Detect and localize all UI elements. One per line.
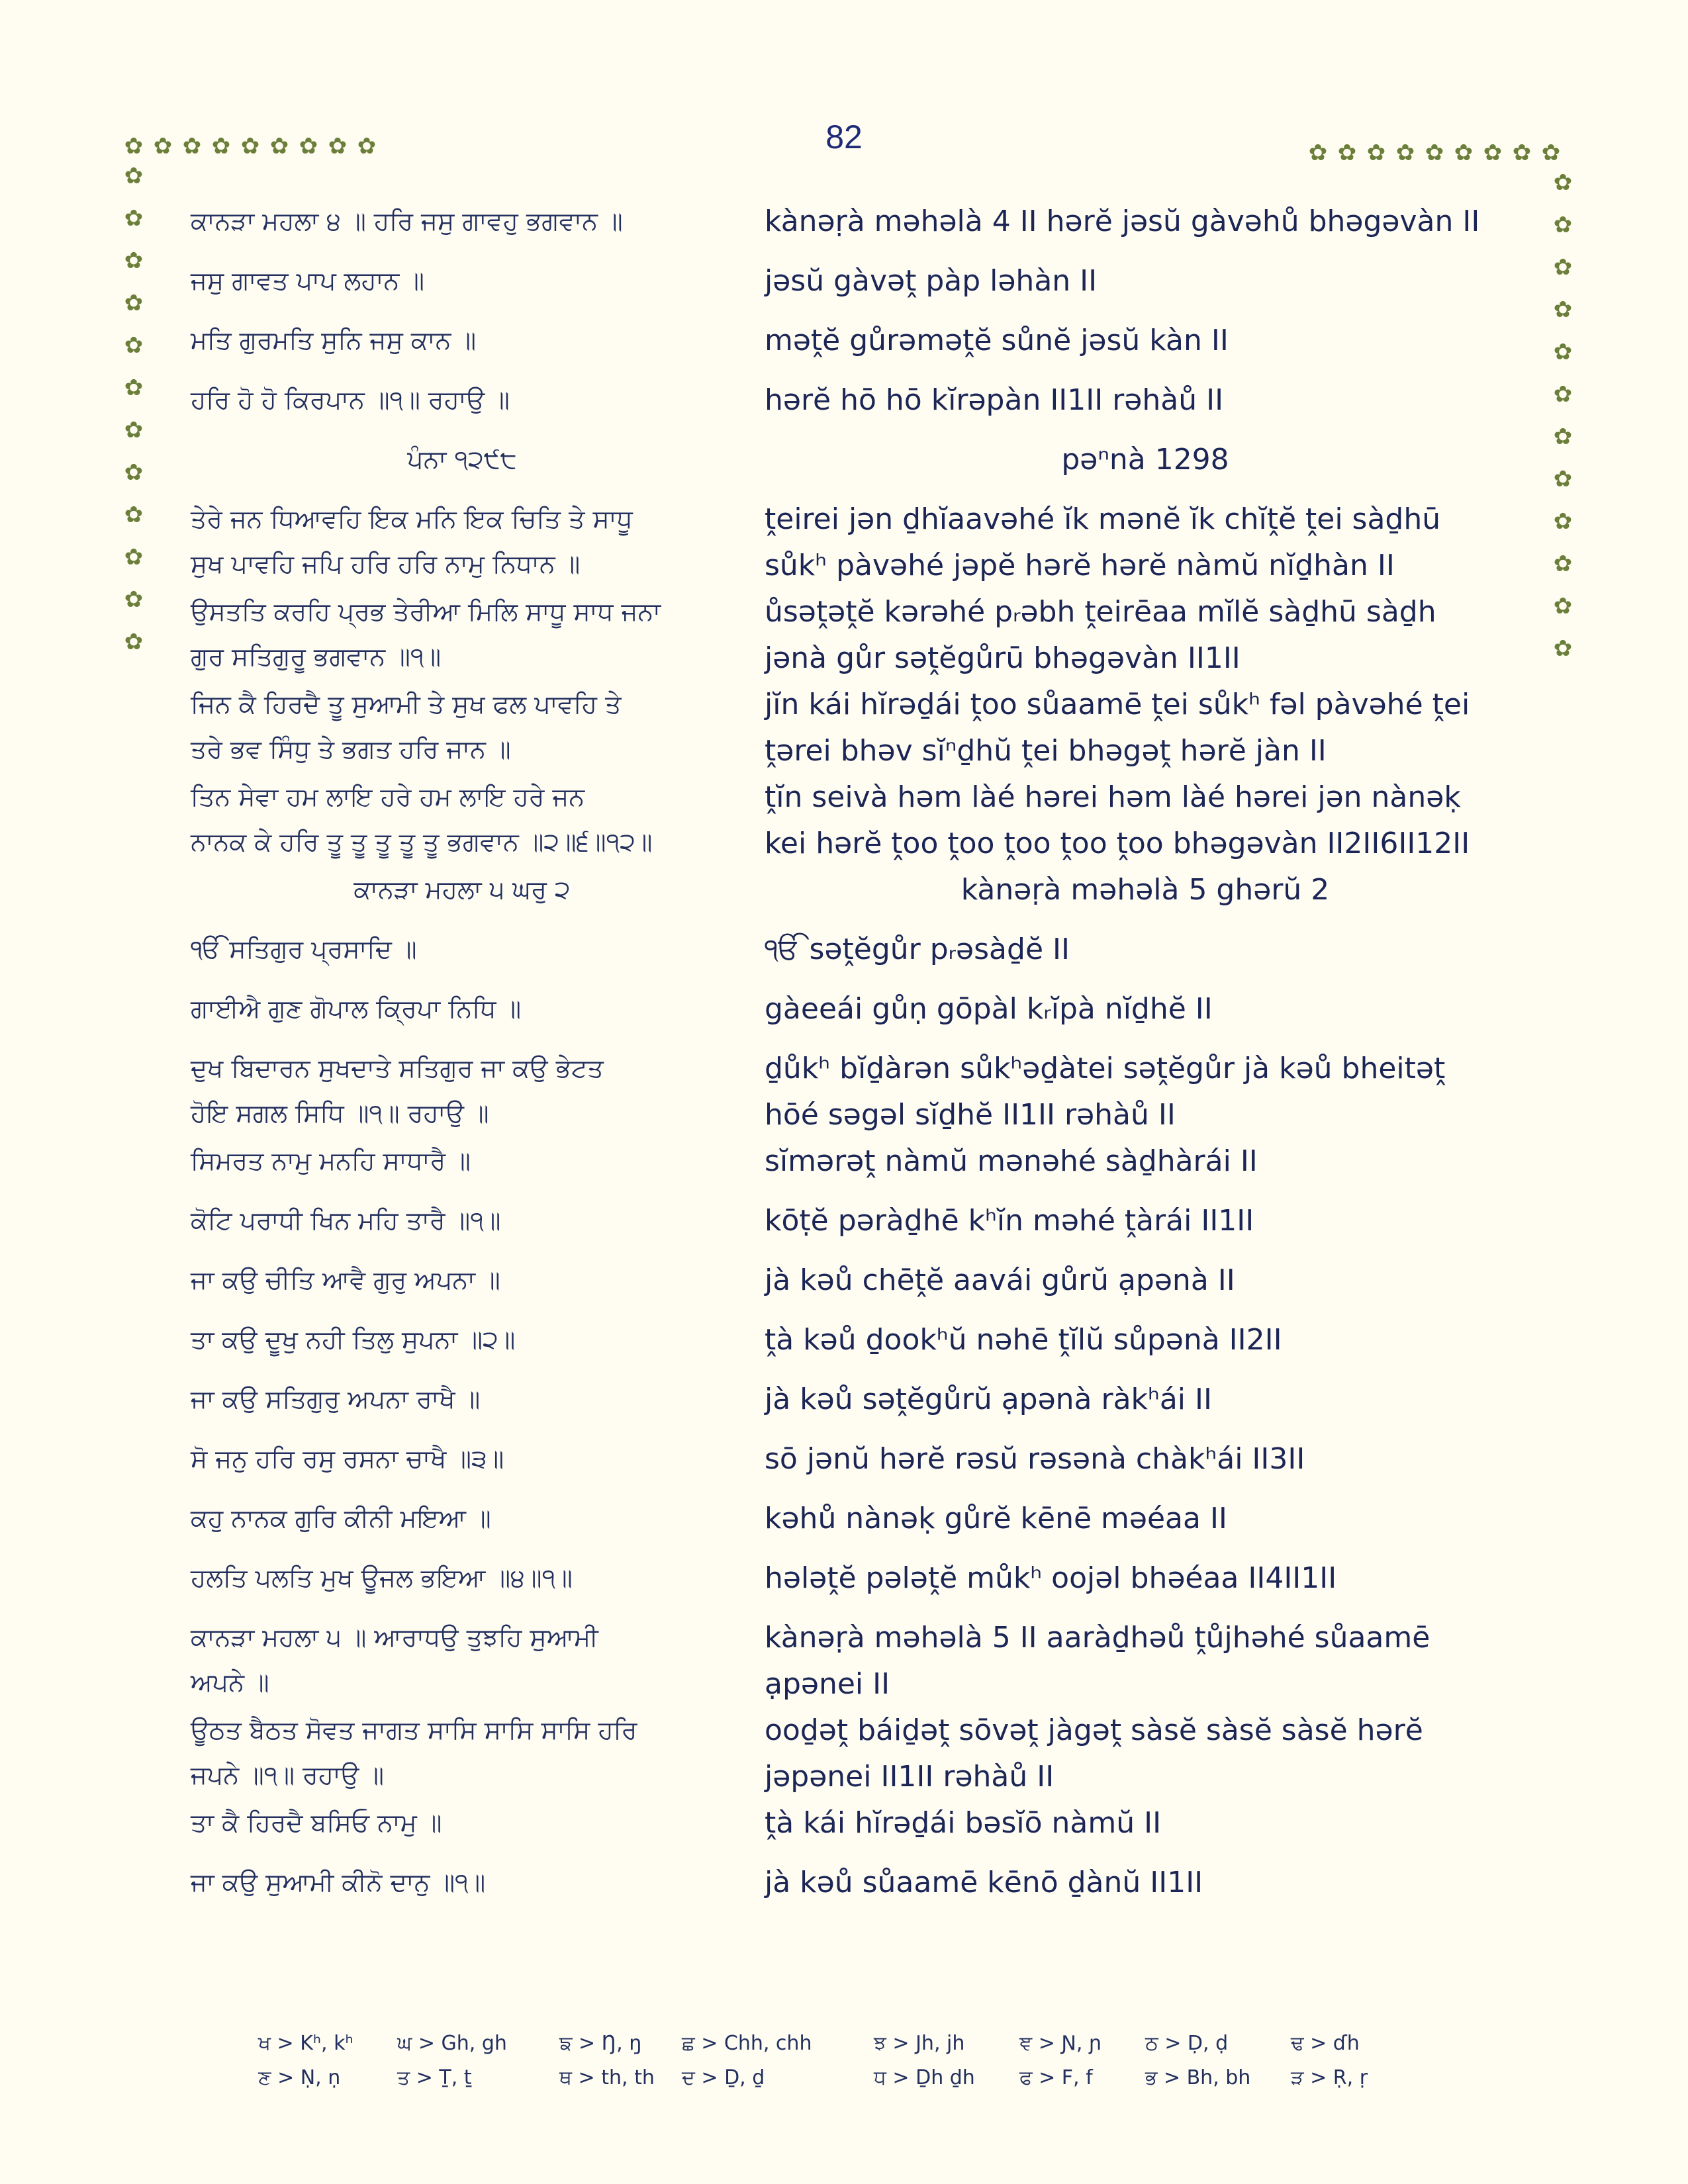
verse-row	[0, 254, 1688, 323]
flower-ornament-icon: ✿	[1553, 381, 1573, 408]
gurmukhi-verse	[191, 1496, 733, 1541]
verse-row	[0, 867, 1688, 927]
gurmukhi-line: ਤਿਨ ਸੇਵਾ ਹਮ ਲਾਇ ਹਰੇ ਹਮ ਲਾਇ ਹਰੇ ਜਨ	[191, 782, 585, 811]
flower-ornament-icon: ✿	[1395, 140, 1415, 166]
transliteration-line: jà kəů səṱĕgůrŭ ạpənà ràkʰái II	[765, 1383, 1212, 1416]
transliteration-verse	[765, 1800, 1526, 1846]
gurmukhi-line: ਅਪਨੇ ॥	[191, 1668, 269, 1697]
transliteration-line: hələṱĕ pələṱĕ můkʰ oojəl bhəéaa II4II1II	[765, 1561, 1337, 1595]
flower-ornament-icon: ✿	[1553, 339, 1573, 365]
gurmukhi-verse	[191, 258, 733, 303]
verse-row	[0, 496, 1688, 589]
transliteration-line: ṱà kəů ḏookʰŭ nəhē ṱĭlŭ sůpənà II2II	[765, 1323, 1282, 1357]
verse-row	[0, 682, 1688, 774]
legend-item: ਧ > Ḏh ḏh	[874, 2066, 975, 2089]
gurmukhi-verse	[191, 927, 733, 972]
flower-ornament-icon: ✿	[124, 248, 144, 274]
flower-ornament-icon: ✿	[1553, 508, 1573, 535]
transliteration-verse	[765, 682, 1526, 774]
flower-ornament-icon: ✿	[1425, 140, 1444, 166]
transliteration-line: sĭmərəṱ nàmŭ mənəhé sàḏhàrái II	[765, 1144, 1258, 1178]
verse-row	[0, 1046, 1688, 1138]
gurmukhi-line: ਮਤਿ ਗੁਰਮਤਿ ਸੁਨਿ ਜਸੁ ਕਾਨ ॥	[191, 326, 477, 355]
verse-row	[0, 1496, 1688, 1555]
flower-ornament-icon: ✿	[269, 133, 289, 159]
transliteration-verse	[765, 589, 1526, 682]
transliteration-verse	[765, 377, 1526, 424]
gurmukhi-line: ਕੋਟਿ ਪਰਾਧੀ ਖਿਨ ਮਹਿ ਤਾਰੈ ॥੧॥	[191, 1206, 501, 1235]
gurmukhi-verse	[191, 682, 733, 772]
gurmukhi-line: ਹਰਿ ਹੋ ਹੋ ਕਿਰਪਾਨ ॥੧॥ ਰਹਾਉ ॥	[191, 385, 510, 414]
verse-row	[0, 199, 1688, 258]
transliteration-line: ooḏəṱ báiḏəṱ sōvəṱ jàgəṱ sàsĕ sàsĕ sàsĕ hərĕ	[765, 1713, 1423, 1747]
gurmukhi-line: ਤਾ ਕਉ ਦੂਖੁ ਨਹੀ ਤਿਲੁ ਸੁਪਨਾ ॥੨॥	[191, 1325, 516, 1354]
verse-row	[0, 377, 1688, 437]
verse-row	[0, 586, 1688, 682]
transliteration-verse	[765, 986, 1526, 1032]
legend-item: ਝ > Jh, jh	[874, 2032, 965, 2055]
legend-item: ਠ > Ḍ, ḍ	[1145, 2032, 1229, 2055]
gurmukhi-line: ਜਪਨੇ ॥੧॥ ਰਹਾਉ ॥	[191, 1760, 385, 1790]
gurmukhi-line: ਨਾਨਕ ਕੇ ਹਰਿ ਤੂ ਤੂ ਤੂ ਤੂ ਤੂ ਭਗਵਾਨ ॥੨॥੬॥੧੨॥	[191, 827, 653, 856]
verse-row	[0, 318, 1688, 377]
flower-ornament-icon: ✿	[240, 133, 260, 159]
transliteration-line: jĭn kái hĭrəḏái ṱoo sůaamē ṱei sůkʰ fəl pàvəhé ṱei	[765, 688, 1470, 721]
flower-ornament-icon: ✿	[124, 502, 144, 528]
legend-item: ਥ > th, th	[559, 2066, 655, 2089]
transliteration-verse	[765, 496, 1526, 589]
gurmukhi-line: ਊਠਤ ਬੈਠਤ ਸੋਵਤ ਜਾਗਤ ਸਾਸਿ ਸਾਸਿ ਸਾਸਿ ਹਰਿ	[191, 1715, 637, 1745]
section-heading-gurmukhi	[191, 867, 733, 912]
gurmukhi-verse	[191, 318, 733, 363]
flower-ornament-icon: ✿	[1553, 296, 1573, 323]
gurmukhi-line: ਪੰਨਾ ੧੨੯੮	[407, 445, 517, 474]
flower-ornament-icon: ✿	[1553, 635, 1573, 662]
gurmukhi-verse	[191, 986, 733, 1031]
flower-ornament-icon: ✿	[124, 417, 144, 443]
flower-ornament-icon: ✿	[1553, 551, 1573, 577]
transliteration-verse	[765, 1555, 1526, 1602]
transliteration-verse	[765, 1138, 1526, 1185]
gurmukhi-line: ਹਲਤਿ ਪਲਤਿ ਮੁਖ ਊਜਲ ਭਇਆ ॥੪॥੧॥	[191, 1563, 573, 1592]
transliteration-line: hōé səgəl sĭḏhĕ II1II rəhàů II	[765, 1098, 1176, 1132]
gurmukhi-line: ਕਹੁ ਨਾਨਕ ਗੁਰਿ ਕੀਨੀ ਮਇਆ ॥	[191, 1504, 491, 1533]
flower-ornament-icon: ✿	[1541, 140, 1561, 166]
gurmukhi-line: ਤਰੇ ਭਵ ਸਿੰਧੁ ਤੇ ਭਗਤ ਹਰਿ ਜਾਨ ॥	[191, 735, 511, 764]
transliteration-line: kànəṛà məhəlà 4 II hərĕ jəsŭ gàvəhů bhəgəvàn II	[765, 205, 1480, 238]
section-heading-transliteration	[765, 867, 1526, 913]
gurmukhi-line: ਕਾਨੜਾ ਮਹਲਾ ੫ ਘਰੁ ੨	[353, 875, 571, 904]
flower-ornament-icon: ✿	[328, 133, 348, 159]
verse-row	[0, 1198, 1688, 1257]
gurmukhi-verse	[191, 1377, 733, 1422]
flower-ornament-icon: ✿	[1366, 140, 1386, 166]
flower-ornament-icon: ✿	[1483, 140, 1503, 166]
flower-ornament-icon: ✿	[124, 586, 144, 613]
legend-item: ਞ > Ɲ, ɲ	[1019, 2032, 1102, 2055]
gurmukhi-verse	[191, 1555, 733, 1600]
flower-ornament-icon: ✿	[1454, 140, 1474, 166]
gurmukhi-verse	[191, 1707, 733, 1797]
gurmukhi-line: ਸੁਖ ਪਾਵਹਿ ਜਪਿ ਹਰਿ ਹਰਿ ਨਾਮੁ ਨਿਧਾਨ ॥	[191, 549, 581, 578]
transliteration-line: kəhů nànəḳ gůrĕ kēnē məéaa II	[765, 1502, 1227, 1535]
flower-ornament-icon: ✿	[182, 133, 202, 159]
gurmukhi-line: ਸੋ ਜਨੁ ਹਰਿ ਰਸੁ ਰਸਨਾ ਚਾਖੈ ॥੩॥	[191, 1444, 504, 1473]
transliteration-line: kànəṛà məhəlà 5 II aaràḏhəů ṱůjhəhé sůaamē	[765, 1621, 1430, 1655]
legend-item: ਢ > ɗh	[1291, 2032, 1360, 2055]
gurmukhi-verse	[191, 377, 733, 422]
flower-ornament-icon: ✿	[1553, 212, 1573, 238]
flower-ornament-icon: ✿	[124, 375, 144, 401]
gurmukhi-line: ਜਾ ਕਉ ਚੀਤਿ ਆਵੈ ਗੁਰੁ ਅਪਨਾ ॥	[191, 1265, 500, 1295]
transliteration-verse	[765, 1377, 1526, 1423]
legend-item: ਖ > Kʰ, kʰ	[258, 2032, 353, 2055]
transliteration-line: məṱĕ gůrəməṱĕ sůnĕ jəsŭ kàn II	[765, 324, 1229, 357]
transliteration-line: jà kəů sůaamē kēnō ḏànŭ II1II	[765, 1866, 1203, 1899]
flower-ornament-icon: ✿	[1553, 169, 1573, 196]
transliteration-line: kànəṛà məhəlà 5 ghərŭ 2	[961, 873, 1330, 907]
gurmukhi-verse	[191, 1046, 733, 1136]
gurmukhi-line: ਹੋਇ ਸਗਲ ਸਿਧਿ ॥੧॥ ਰਹਾਉ ॥	[191, 1099, 489, 1128]
gurmukhi-verse	[191, 496, 733, 586]
legend-row	[258, 2032, 1450, 2066]
verse-row	[0, 986, 1688, 1046]
gurmukhi-line: ਕਾਨੜਾ ਮਹਲਾ ੪ ॥ ਹਰਿ ਜਸੁ ਗਾਵਹੁ ਭਗਵਾਨ ॥	[191, 206, 623, 236]
gurmukhi-line: ਜਾ ਕਉ ਸਤਿਗੁਰੁ ਅਪਨਾ ਰਾਖੈ ॥	[191, 1385, 481, 1414]
gurmukhi-line: ਦੁਖ ਬਿਦਾਰਨ ਸੁਖਦਾਤੇ ਸਤਿਗੁਰ ਜਾ ਕਉ ਭੇਟਤ	[191, 1054, 604, 1083]
gurmukhi-verse	[191, 1800, 733, 1845]
transliteration-line: sůkʰ pàvəhé jəpĕ hərĕ hərĕ nàmŭ nĭḏhàn II	[765, 549, 1395, 582]
flower-ornament-icon: ✿	[1553, 424, 1573, 450]
gurmukhi-line: ਜਾ ਕਉ ਸੁਆਮੀ ਕੀਨੋ ਦਾਨੁ ॥੧॥	[191, 1868, 486, 1897]
flower-ornament-icon: ✿	[153, 133, 173, 159]
legend-item: ਤ > Ṯ, ṯ	[397, 2066, 472, 2089]
transliteration-verse	[765, 774, 1526, 867]
transliteration-line: ṱà kái hĭrəḏái bəsĭō nàmŭ II	[765, 1806, 1162, 1840]
gurmukhi-line: ਗਾਈਐ ਗੁਣ ਗੋਪਾਲ ਕ੍ਰਿਪਾ ਨਿਧਿ ॥	[191, 994, 522, 1023]
gurmukhi-verse	[191, 1138, 733, 1183]
gurmukhi-line: ਉਸਤਤਿ ਕਰਹਿ ਪ੍ਰਭ ਤੇਰੀਆ ਮਿਲਿ ਸਾਧੂ ਸਾਧ ਜਨਾ	[191, 597, 661, 626]
verse-row	[0, 1317, 1688, 1377]
gurmukhi-verse	[191, 774, 733, 864]
transliteration-line: ạpənei II	[765, 1667, 890, 1701]
flower-ornament-icon: ✿	[124, 332, 144, 359]
gurmukhi-line: ਕਾਨੜਾ ਮਹਲਾ ੫ ॥ ਆਰਾਧਉ ਤੁਝਹਿ ਸੁਆਮੀ	[191, 1623, 598, 1652]
legend-item: ਛ > Chh, chh	[682, 2032, 812, 2055]
gurmukhi-line: ਤਾ ਕੈ ਹਿਰਦੈ ਬਸਿਓ ਨਾਮੁ ॥	[191, 1808, 442, 1837]
transliteration-line: ੴ səṱĕgůr pᵣəsàḏĕ II	[765, 933, 1070, 966]
flower-ornament-icon: ✿	[1553, 593, 1573, 619]
flower-ornament-icon: ✿	[124, 459, 144, 486]
flower-ornament-icon: ✿	[124, 629, 144, 655]
legend-item: ਦ > Ḏ, ḏ	[682, 2066, 765, 2089]
flower-ornament-icon: ✿	[124, 163, 144, 189]
legend-item: ਘ > Gh, gh	[397, 2032, 507, 2055]
verse-row	[0, 1860, 1688, 1919]
verse-row	[0, 1555, 1688, 1615]
gurmukhi-line: ਜਸੁ ਗਾਵਤ ਪਾਪ ਲਹਾਨ ॥	[191, 266, 425, 295]
transliteration-verse	[765, 1257, 1526, 1304]
transliteration-line: hərĕ hō hō kĭrəpàn II1II rəhàů II	[765, 383, 1224, 417]
transliteration-line: ṱĭn seivà həm làé hərei həm làé hərei jən nànəḳ	[765, 780, 1461, 814]
verse-row	[0, 774, 1688, 867]
transliteration-line: kōṭĕ pəràḏhē kʰĭn məhé ṱàrái II1II	[765, 1204, 1254, 1238]
transliteration-line: gàeeái gůṇ gōpàl kᵣĭpà nĭḏhĕ II	[765, 992, 1213, 1026]
verse-row	[0, 1800, 1688, 1860]
transliteration-verse	[765, 1707, 1526, 1800]
transliteration-line: jəsŭ gàvəṱ pàp ləhàn II	[765, 264, 1098, 298]
verse-row	[0, 1707, 1688, 1800]
transliteration-line: pəⁿnà 1298	[1061, 443, 1229, 477]
flower-ornament-icon: ✿	[124, 133, 144, 159]
verse-row	[0, 1436, 1688, 1496]
flower-ornament-icon: ✿	[1553, 466, 1573, 492]
flower-ornament-icon: ✿	[1553, 254, 1573, 281]
section-heading-gurmukhi	[191, 437, 733, 482]
transliteration-line: jənà gůr səṱĕgůrū bhəgəvàn II1II	[765, 641, 1241, 675]
transliteration-verse	[765, 1436, 1526, 1482]
gurmukhi-line: ਜਿਨ ਕੈ ਹਿਰਦੈ ਤੂ ਸੁਆਮੀ ਤੇ ਸੁਖ ਫਲ ਪਾਵਹਿ ਤੇ	[191, 690, 622, 719]
legend-item: ੜ > Ṛ, ṛ	[1291, 2066, 1368, 2089]
gurmukhi-line: ਗੁਰ ਸਤਿਗੁਰੂ ਭਗਵਾਨ ॥੧॥	[191, 642, 442, 671]
flower-ornament-icon: ✿	[1512, 140, 1532, 166]
gurmukhi-verse	[191, 1615, 733, 1705]
verse-row	[0, 1257, 1688, 1317]
transliteration-verse	[765, 1198, 1526, 1244]
flower-ornament-icon: ✿	[124, 290, 144, 316]
verse-row	[0, 437, 1688, 496]
legend-item: ਫ > F, f	[1019, 2066, 1093, 2089]
gurmukhi-verse	[191, 589, 733, 679]
legend-item: ਙ > Ŋ, ŋ	[559, 2032, 642, 2055]
transliteration-line: ṱeirei jən ḏhĭaavəhé ĭk mənĕ ĭk chĭṱĕ ṱei sàḏhū	[765, 502, 1441, 536]
verse-row	[0, 1138, 1688, 1198]
transliteration-line: jà kəů chēṱĕ aavái gůrŭ ạpənà II	[765, 1263, 1235, 1297]
gurmukhi-verse	[191, 1317, 733, 1362]
flower-ornament-icon: ✿	[357, 133, 377, 159]
flower-ornament-icon: ✿	[211, 133, 231, 159]
gurmukhi-line: ੴ ਸਤਿਗੁਰ ਪ੍ਰਸਾਦਿ ॥	[191, 934, 417, 964]
transliteration-line: kei hərĕ ṱoo ṱoo ṱoo ṱoo ṱoo bhəgəvàn II2II6II12II	[765, 827, 1470, 860]
gurmukhi-line: ਤੇਰੇ ਜਨ ਧਿਆਵਹਿ ਇਕ ਮਨਿ ਇਕ ਚਿਤਿ ਤੇ ਸਾਧੂ	[191, 504, 633, 533]
transliteration-verse	[765, 1046, 1526, 1138]
transliteration-line: ůsəṱəṱĕ kərəhé pᵣəbh ṱeirēaa mĭlĕ sàḏhū sàḏh	[765, 595, 1436, 629]
transliteration-line: ṱərei bhəv sĭⁿḏhŭ ṱei bhəgəṱ hərĕ jàn II	[765, 734, 1327, 768]
gurmukhi-verse	[191, 1860, 733, 1905]
verse-row	[0, 1377, 1688, 1436]
verse-row	[0, 927, 1688, 986]
transliteration-verse	[765, 199, 1526, 245]
transliteration-line: jəpənei II1II rəhàů II	[765, 1760, 1055, 1794]
gurmukhi-verse	[191, 1198, 733, 1243]
transliteration-legend	[258, 2032, 1450, 2101]
page-number: 82	[825, 118, 863, 156]
legend-row	[258, 2066, 1450, 2101]
flower-ornament-icon: ✿	[1337, 140, 1357, 166]
gurmukhi-verse	[191, 1436, 733, 1481]
flower-ornament-icon: ✿	[124, 205, 144, 232]
transliteration-verse	[765, 1496, 1526, 1542]
gurmukhi-line: ਸਿਮਰਤ ਨਾਮੁ ਮਨਹਿ ਸਾਧਾਰੈ ॥	[191, 1146, 471, 1175]
transliteration-verse	[765, 258, 1526, 304]
verse-row	[0, 1615, 1688, 1707]
legend-item: ਣ > Ṇ, ṇ	[258, 2066, 341, 2089]
transliteration-verse	[765, 1317, 1526, 1363]
transliteration-verse	[765, 1860, 1526, 1906]
section-heading-transliteration	[765, 437, 1526, 483]
transliteration-line: sō jənŭ hərĕ rəsŭ rəsənà chàkʰái II3II	[765, 1442, 1305, 1476]
flower-ornament-icon: ✿	[1308, 140, 1328, 166]
transliteration-verse	[765, 318, 1526, 364]
legend-item: ਭ > Bh, bh	[1145, 2066, 1251, 2089]
flower-ornament-icon: ✿	[299, 133, 318, 159]
flower-ornament-icon: ✿	[124, 544, 144, 570]
gurmukhi-verse	[191, 1257, 733, 1302]
gurmukhi-verse	[191, 199, 733, 244]
transliteration-verse	[765, 1615, 1526, 1707]
transliteration-line: ḏůkʰ bĭḏàrən sůkʰəḏàtei səṱĕgůr jà kəů bheitəṱ	[765, 1052, 1446, 1085]
transliteration-verse	[765, 927, 1526, 973]
